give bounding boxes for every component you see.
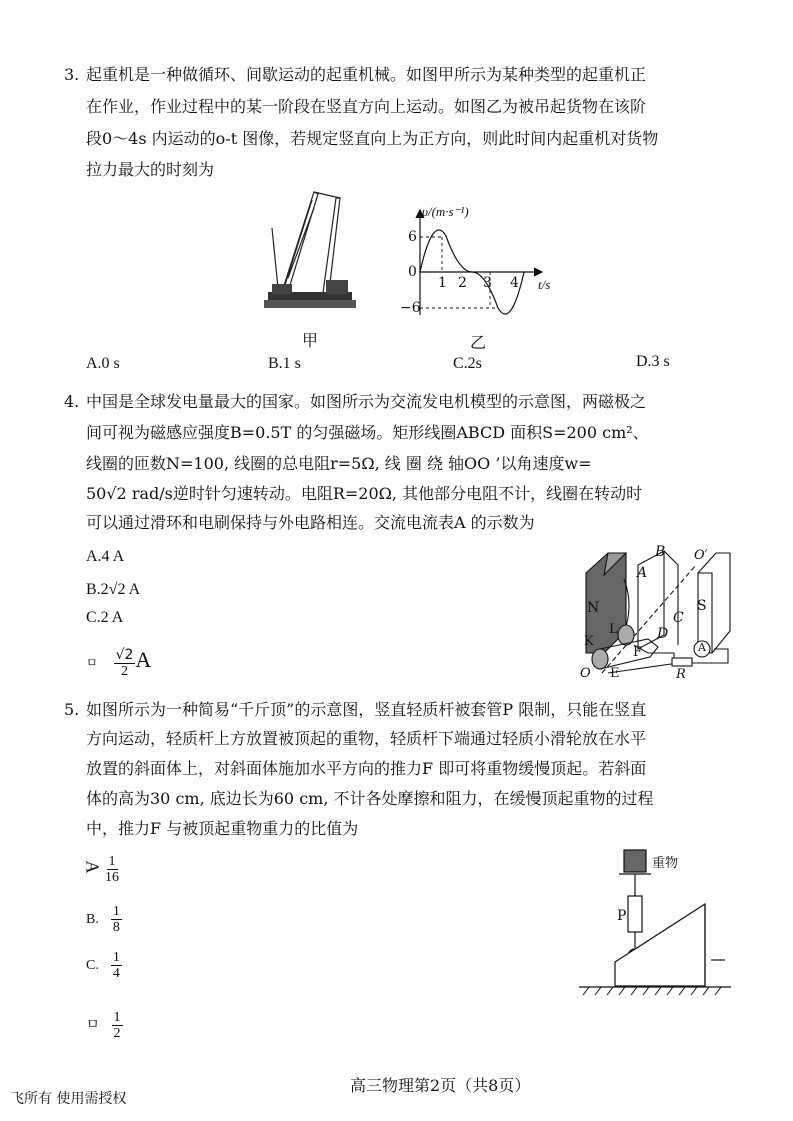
q5-option-d-label: ㅁ xyxy=(86,1018,100,1034)
diagram-label-o-prime: O′ xyxy=(694,548,708,563)
q5-option-d[interactable] xyxy=(86,1010,123,1041)
diagram-label-a: A xyxy=(637,565,648,581)
q5-option-a-numerator: 1 xyxy=(108,854,116,869)
diagram-label-s: S xyxy=(697,598,707,614)
generator-diagram xyxy=(578,545,736,683)
footer-page-number: 高三物理第2页（共8页） xyxy=(350,1076,531,1095)
q4-option-d-unit: A xyxy=(135,647,152,673)
q5-number: 5. xyxy=(64,700,80,719)
jack-weight-label: 重物 xyxy=(652,856,679,871)
q3-number: 3. xyxy=(64,65,80,84)
q5-option-d-numerator: 1 xyxy=(113,1010,121,1025)
diagram-label-b: B xyxy=(655,544,666,560)
diagram-label-e: E xyxy=(610,666,620,681)
graph-y-zero: 0 xyxy=(408,264,417,280)
q3-option-d[interactable]: D.3 s xyxy=(636,353,670,370)
q5-option-a[interactable] xyxy=(82,854,121,885)
q4-line-1: 中国是全球发电量最大的国家。如图所示为交流发电机模型的示意图，两磁极之 xyxy=(86,392,647,411)
q4-line-5: 可以通过滑环和电刷保持与外电路相连。交流电流表A 的示数为 xyxy=(86,513,535,532)
diagram-label-f: F xyxy=(633,645,643,660)
q5-option-c-label: C. xyxy=(86,958,99,974)
q5-option-b-label: B. xyxy=(86,912,99,928)
q4-line-4: 50√2 rad/s逆时针匀速转动。电阻R=20Ω, 其他部分电阻不计，线圈在转动时 xyxy=(86,484,643,503)
q4-number: 4. xyxy=(64,392,80,411)
q4-option-c[interactable]: C.2 A xyxy=(86,609,124,626)
q4-option-d-numerator: √2 xyxy=(115,647,134,663)
footer-copyright: 飞所有 使用需授权 xyxy=(10,1091,127,1107)
graph-ylabel: υ/(m·s⁻¹) xyxy=(422,204,469,219)
q5-option-c[interactable] xyxy=(86,950,122,981)
q3-option-c[interactable]: C.2s xyxy=(453,355,482,372)
q3-option-a[interactable]: A.0 s xyxy=(86,355,120,372)
diagram-ammeter-label: A xyxy=(698,641,706,654)
q4-option-d[interactable] xyxy=(86,648,151,679)
fig-yi-caption: 乙 xyxy=(470,333,487,352)
graph-y-top: 6 xyxy=(408,229,417,245)
q4-option-b[interactable]: B.2√2 A xyxy=(86,581,141,598)
graph-xtick-2: 2 xyxy=(458,275,467,291)
graph-xtick-3: 3 xyxy=(483,275,492,291)
diagram-label-r: R xyxy=(676,667,686,682)
q3-line-1: 起重机是一种做循环、间歇运动的起重机械。如图甲所示为某种类型的起重机正 xyxy=(86,65,647,84)
q5-option-a-label: A xyxy=(82,860,103,874)
q4-line-3: 线圈的匝数N=100, 线圈的总电阻r=5Ω, 线 圈 绕 轴OO ’以角速度w= xyxy=(86,454,592,473)
q5-option-b-denominator: 8 xyxy=(112,920,120,935)
q5-option-c-denominator: 4 xyxy=(112,966,120,981)
q5-line-5: 中，推力F 与被顶起重物重力的比值为 xyxy=(86,819,359,838)
q3-line-2: 在作业，作业过程中的某一阶段在竖直方向上运动。如图乙为被吊起货物在该阶 xyxy=(86,97,647,116)
diagram-label-n: N xyxy=(587,600,600,616)
jack-p-label: P xyxy=(617,908,627,924)
q5-line-1: 如图所示为一种简易“千斤顶”的示意图，竖直轻质杆被套管P 限制，只能在竖直 xyxy=(86,700,647,719)
q5-option-b[interactable] xyxy=(86,904,122,935)
q4-option-d-label: ㅁ xyxy=(86,656,98,671)
q4-line-2: 间可视为磁感应强度B=0.5T 的匀强磁场。矩形线圈ABCD 面积S=200 cm²、 xyxy=(86,423,649,442)
q5-option-a-denominator: 16 xyxy=(105,870,119,885)
q5-option-b-numerator: 1 xyxy=(112,904,120,919)
diagram-label-l: L xyxy=(609,622,618,637)
diagram-label-d: D xyxy=(657,626,669,642)
q3-line-3: 段0～4s 内运动的o-t 图像，若规定竖直向上为正方向，则此时间内起重机对货物 xyxy=(86,129,659,148)
crane-image xyxy=(262,188,358,314)
q4-option-d-denominator: 2 xyxy=(121,664,128,679)
graph-xtick-4: 4 xyxy=(510,275,519,291)
fig-jia-caption: 甲 xyxy=(302,331,319,350)
q3-option-b[interactable]: B.1 s xyxy=(268,355,301,372)
diagram-label-o: O xyxy=(580,666,591,681)
diagram-label-c: C xyxy=(673,610,684,626)
graph-xtick-1: 1 xyxy=(438,275,447,291)
q4-option-a[interactable]: A.4 A xyxy=(86,548,125,565)
graph-y-bottom: −6 xyxy=(400,300,421,316)
q5-option-d-denominator: 2 xyxy=(113,1026,121,1041)
graph-xlabel: t/s xyxy=(538,277,551,292)
q5-option-c-numerator: 1 xyxy=(112,950,120,965)
q5-line-2: 方向运动，轻质杆上方放置被顶起的重物，轻质杆下端通过轻质小滑轮放在水平 xyxy=(86,729,647,748)
q5-line-3: 放置的斜面体上，对斜面体施加水平方向的推力F 即可将重物缓慢顶起。若斜面 xyxy=(86,759,647,778)
q3-line-4: 拉力最大的时刻为 xyxy=(86,160,215,179)
diagram-label-k: K xyxy=(584,634,594,649)
q5-line-4: 体的高为30 cm, 底边长为60 cm, 不计各处摩擦和阻力，在缓慢顶起重物的过程 xyxy=(86,789,654,808)
